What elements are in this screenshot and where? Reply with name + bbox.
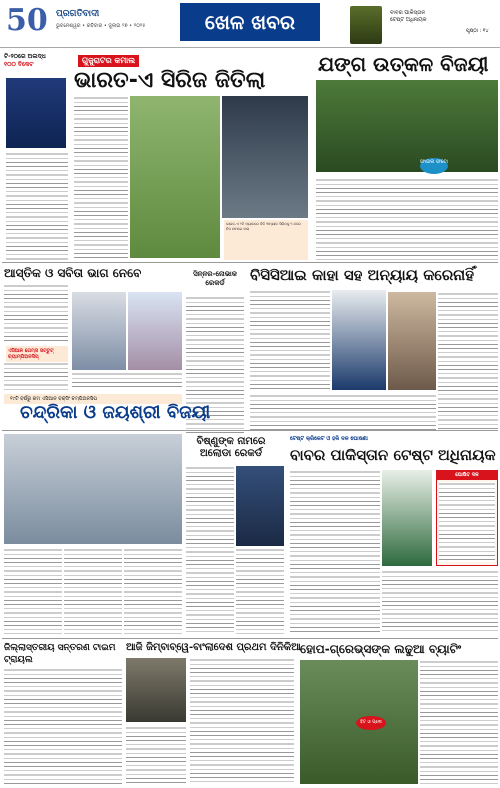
athlete-photo-2: [128, 292, 182, 370]
record-headline: ସିନ୍ନର-ନୋଭାକ ରେକର୍ଡ: [193, 270, 237, 287]
anniversary-logo: 50: [6, 3, 48, 38]
divider: [2, 638, 498, 639]
article-body: [236, 548, 284, 634]
divider: [2, 262, 498, 263]
babar-kicker: ଟେଷ୍ଟ କ୍ରିକେଟ ଓ ହକି ଦଳ ଘୋଷଣା: [290, 436, 368, 442]
zim-headline: ଆଜି ଜିମ୍ବାବ୍ୱେ-ବାଂଲାଦେଶ ପ୍ରଥମ ଦିନିକିଆ: [126, 642, 301, 653]
bcci-headline: ବିସିସିଆଇ କାହା ସହ ଅନ୍ୟାୟ କରେନାହିଁ: [250, 266, 474, 284]
batsman-photo: [236, 466, 284, 546]
article-body: [290, 470, 380, 634]
player-photo: [6, 78, 66, 148]
article-body: [382, 570, 498, 634]
boxing-photo: [4, 434, 182, 544]
badminton-headline: ଚନ୍ଦ୍ରିକା ଓ ଜୟଶ୍ରୀ ବିଜୟୀ: [20, 402, 211, 423]
article-body: [72, 372, 182, 390]
babar-headline: ବାବର ପାକିସ୍ତାନ ଟେଷ୍ଟ ଅଧିନାୟକ: [290, 446, 496, 464]
hope-badge: ହିଟ ଓ ପ୍ଲେ: [356, 716, 386, 730]
event-strip: ୧୯ଟି ବର୍ଷରୁ କମ ଏସିଆନ ବକ୍ସିଂ ଚମ୍ପିଅନସିପ: [4, 394, 182, 404]
squad-box-title: ଘୋଷିତ ଦଳ: [437, 471, 497, 480]
promo-photo: [350, 6, 382, 44]
promo-teaser: ବାବର ପାକିସ୍ତାନ ଟେଷ୍ଟ ଅଧିନାୟକ: [390, 10, 427, 23]
squad-box: [436, 470, 498, 566]
divider: [2, 430, 498, 431]
article-body: [250, 394, 436, 432]
article-body: [190, 658, 294, 784]
asian-headline: ଆସ୍ତିକ ଓ ସବିତା ଭାଗ ନେବେ: [4, 266, 142, 280]
match-photo: [130, 96, 220, 258]
section-title: ଖେଳ ଖବର: [180, 3, 320, 41]
article-body: [316, 178, 498, 260]
article-body: [4, 668, 122, 784]
football-photo: [316, 80, 498, 172]
cricket-record-headline: ବିଷ୍ଣୁଙ୍କ ନାମରେ ଅଲୋଡା ରେକର୍ଡ: [196, 436, 266, 459]
athlete-photo-1: [72, 292, 126, 370]
article-body: [74, 96, 128, 260]
hope-headline: ହୋପ-ଗ୍ରେଭ୍ସଙ୍କ ଲଢୁଆ ବ୍ୟାଟିଂ: [300, 642, 462, 656]
masthead: [0, 0, 500, 48]
article-body: [250, 290, 330, 390]
article-body: [438, 292, 498, 432]
article-body: [64, 548, 122, 634]
article-body: [186, 466, 234, 634]
commentator-photo: [388, 292, 436, 390]
squad-list: [439, 482, 495, 562]
newspaper-brand: ପ୍ରଗତିବାଦୀ: [56, 8, 100, 18]
photo-badge: ଫାଇଲ ଫଟୋ: [420, 158, 448, 174]
dateline: ଭୁବନେଶ୍ୱର • ରବିବାର • ଜୁଲାଇ ୨୭ • ୨୦୨୫: [56, 23, 146, 29]
cricketer-photo: [332, 290, 386, 390]
article-body: [126, 726, 186, 784]
article-body: [6, 152, 68, 260]
district-headline: ଜିଲ୍ଲାସ୍ତରୀୟ ସନ୍ତରଣ ଟାଇମ ଟ୍ରାୟଲ: [4, 643, 116, 665]
zim-photo: [126, 658, 186, 722]
article-body: [124, 548, 182, 634]
story-headline: ଭାରତ-ଏ ସିରିଜ ଜିତିଲା: [74, 68, 266, 93]
side-kicker: ଟି-୨୦ରେ ଅଲଦ୍ଧ ୧୦୦ ବିକେଟ: [4, 53, 46, 68]
article-body: [4, 548, 62, 634]
note-box: ଏସିଆନ ଗେମ୍ସ ସଟ୍ଟୁଟ୍ ଚ୍ୟାମ୍ପିଅନସିପ୍: [6, 346, 68, 362]
highlight-box: ଭାରତ-ଏ ୨ଟି ମ୍ୟାଚରେ ଜିତି ୩ମ୍ୟାଚ ସିରିଜକୁ ୨-୦ରେ ନିଜ ନାମରେ କଲା: [224, 220, 308, 260]
youth-headline: ଯଙ୍ଗ ଉତ୍କଳ ବିଜୟୀ: [318, 52, 489, 76]
page-number: ପୃଷ୍ଠା : ୧୪: [466, 28, 489, 34]
article-body: [420, 660, 498, 784]
story-kicker: ଗୁଜୁରାଟର କମାଲ: [78, 55, 139, 67]
article-body: [4, 284, 68, 344]
article-body: [4, 362, 68, 390]
stadium-photo: [222, 96, 308, 218]
babar-photo: [382, 470, 432, 566]
